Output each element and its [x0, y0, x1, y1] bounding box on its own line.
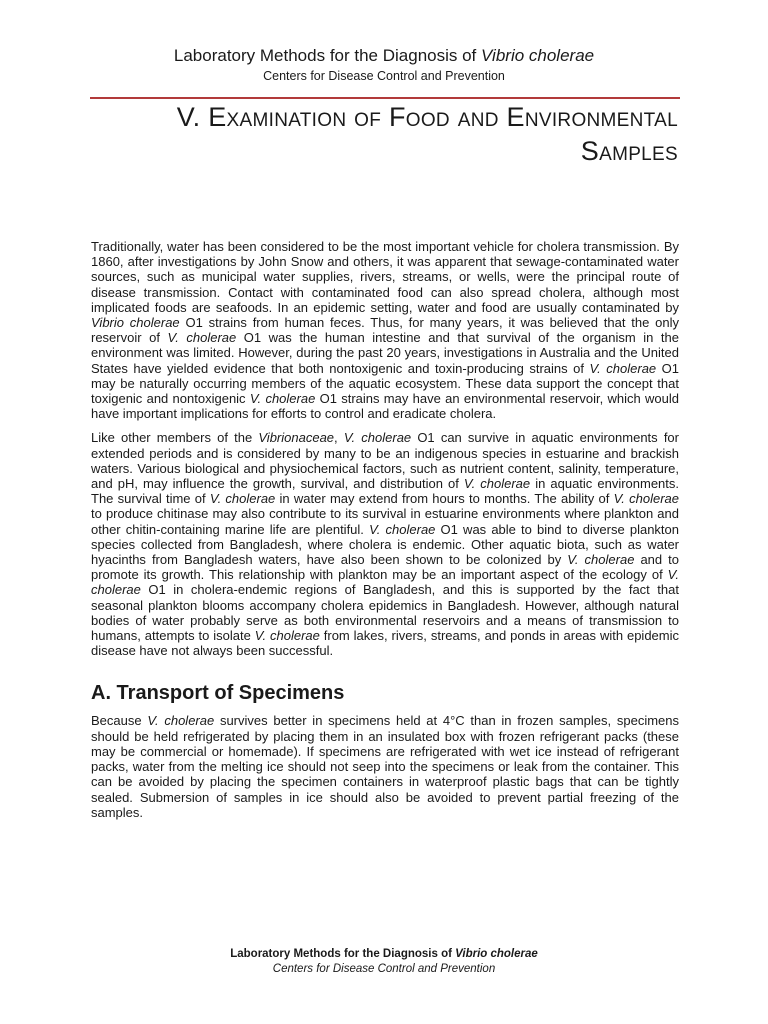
paragraph-2: [91, 430, 679, 658]
paragraph-transport: [91, 713, 679, 819]
header-subtitle: Centers for Disease Control and Prevention: [263, 69, 505, 83]
italic-run: V. cholerae: [249, 391, 316, 407]
paragraph-1: [91, 239, 679, 421]
text-run: Because: [91, 713, 148, 729]
footer-title-text: Laboratory Methods for the Diagnosis of: [230, 948, 456, 960]
italic-run: Vibrio cholerae: [91, 315, 180, 331]
text-run: O1 can survive in aquatic environments for extended periods and is considered by many to be an indigenous species in estuarine and brackish waters. Various biological and physiochemical factors, such as nutrient content, salinity, temperature, and pH, may influence the growth, survival, and distribution of: [91, 430, 679, 492]
italic-run: V. cholerae: [209, 491, 276, 507]
chapter-title-line-1: V. Examination of Food and Environmental: [176, 102, 678, 132]
italic-run: V. cholerae: [167, 330, 237, 346]
running-header: [0, 46, 768, 84]
text-run: to produce chitinase may also contribute to its survival in estuarine environments where plankton and other chitin-containing marine life are plentiful.: [91, 506, 679, 537]
running-footer: [0, 947, 768, 977]
italic-run: V. cholerae: [147, 713, 215, 729]
text-run: O1 strains from human feces. Thus, for many years, it was believed that the only reservoir of: [91, 315, 679, 346]
text-run: O1 was the human intestine and that survival of the organism in the environment was limited. However, during the past 20 years, investigations in Australia and the United States have yielded evidence that both nontoxigenic and toxin-producing strains of: [91, 330, 679, 376]
text-run: in aquatic environments. The survival time of: [91, 476, 680, 507]
italic-run: V. cholerae: [343, 430, 412, 446]
italic-run: V. cholerae: [91, 567, 679, 598]
text-run: O1 was able to bind to diverse plankton species collected from Bangladesh, where cholera is endemic. Other aquatic biota, such as water hyacinths from Bangladesh waters, have also been shown to be colonized by: [91, 521, 679, 568]
text-run: survives better in specimens held at 4°C than in frozen samples, specimens should be held refrigerated by placing them in an insulated box with frozen refrigerant packs (these may be commercial or homemade). If specimens are refrigerated with wet ice instead of refrigerant packs, water from the melting ice should not seep into the specimens or leak from the container. This can be avoided by placing the specimen containers in waterproof plastic bags that can be tightly sealed. Submersion of samples in ice should also be avoided to prevent partial freezing of the samples.: [91, 713, 679, 820]
section-heading-transport: A. Transport of Specimens: [91, 682, 345, 705]
text-run: Traditionally, water has been considered to be the most important vehicle for cholera transmission. By 1860, after investigations by John Snow and others, it was apparent that sewage-contaminated water sources, such as municipal water supplies, rivers, streams, or wells, were the principal route of disease transmission. Contact with contaminated food can also spread cholera, although most implicated foods are seafoods. In an epidemic setting, water and food are usually contaminated by: [91, 239, 679, 315]
header-rule: [90, 97, 680, 99]
header-title-italic: Vibrio cholerae: [481, 46, 595, 65]
header-title: [0, 46, 768, 66]
footer-title-italic: Vibrio cholerae: [455, 948, 538, 960]
chapter-title-line-2: Samples: [580, 136, 678, 166]
body-text: [91, 239, 679, 829]
text-run: O1 may be naturally occurring members of the aquatic ecosystem. These data support the concept that toxigenic and nontoxigenic: [91, 360, 679, 407]
text-run: Like other members of the: [91, 430, 259, 446]
italic-run: Vibrionaceae: [258, 430, 335, 446]
text-run: from lakes, rivers, streams, and ponds in areas with epidemic disease have not always been successful.: [91, 628, 679, 659]
text-run: O1 strains may have an environmental reservoir, which would have important implications for efforts to control and eradicate cholera.: [91, 391, 679, 422]
italic-run: V. cholerae: [254, 628, 320, 644]
text-run: O1 in cholera-endemic regions of Bangladesh, and this is supported by the fact that seasonal plankton blooms accompany cholera epidemics in Bangladesh. However, although natural bodies of water probably serve as both environmental reservoirs and a means of transmission to humans, attempts to isolate: [91, 582, 679, 644]
footer-subtitle: Centers for Disease Control and Prevention: [272, 963, 496, 975]
footer-title: [0, 947, 768, 962]
text-run: in water may extend from hours to months. The ability of: [275, 491, 614, 507]
text-run: and to promote its growth. This relationship with plankton may be an important aspect of the ecology of: [91, 552, 680, 583]
chapter-title: [78, 100, 678, 168]
italic-run: V. cholerae: [613, 491, 680, 507]
italic-run: V. cholerae: [463, 476, 531, 492]
italic-run: V. cholerae: [589, 360, 657, 376]
italic-run: V. cholerae: [369, 521, 436, 537]
header-title-text: Laboratory Methods for the Diagnosis of: [173, 46, 482, 65]
italic-run: V. cholerae: [567, 552, 635, 568]
text-run: ,: [334, 430, 344, 446]
